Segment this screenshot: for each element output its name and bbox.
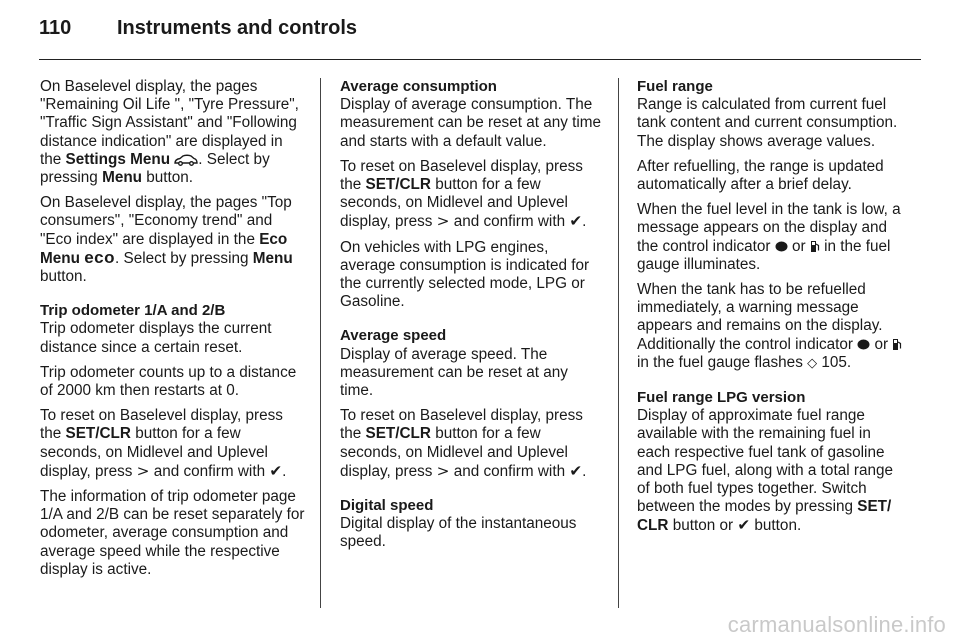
column-3 [637, 78, 905, 543]
column-divider-2 [618, 78, 619, 608]
fuel-indicator-icon [775, 241, 788, 252]
paragraph-fuel-refuel: When the tank has to be refuelled immediately, a warning message appears and remains on the display. Additionally the control indicator or in the fuel gauge flashes ◇ 105. [637, 281, 905, 373]
chevron-right-icon: > [436, 212, 450, 231]
paragraph-avg-cons-1: Display of average consumption. The measurement can be reset at any time and starts with a default value. [340, 96, 602, 150]
fuel-indicator-icon [857, 339, 870, 350]
paragraph-trip-reset: To reset on Baselevel display, press the SET/CLR button for a few seconds, on Midlevel and Uplevel display, press > and confirm with ✔. [40, 407, 287, 480]
eco-menu-label: Eco Menu [40, 230, 288, 267]
page-reference-link[interactable]: 105. [821, 353, 852, 371]
eco-icon: eco [84, 247, 115, 267]
watermark: carmanualsonline.info [727, 612, 946, 637]
paragraph-avg-speed-reset: To reset on Baselevel display, press the SET/CLR button for a few seconds, on Midlevel and Uplevel display, press > and confirm with ✔. [340, 407, 587, 480]
paragraph-eco-menu: On Baselevel display, the pages "Top consumers", "Economy trend" and "Eco index" are displayed in the Eco Menu eco. Select by pressing Menu button. [40, 194, 293, 286]
heading-average-speed: Average speed [340, 327, 447, 345]
chevron-right-icon: > [136, 461, 150, 480]
page-number: 110 [39, 17, 72, 39]
heading-trip-odometer: Trip odometer 1/A and 2/B [40, 302, 226, 320]
paragraph-fuel-range-lpg: Display of approximate fuel range available with the remaining fuel in each respective fuel tank of gasoline and LPG fuel, along with a total range of both fuel types together. Switch between the modes by pressing SET/ CLR button or ✔ button. [637, 407, 893, 535]
paragraph-settings-menu: On Baselevel display, the pages "Remaining Oil Life ", "Tyre Pressure", "Traffic Sign Assistant" and "Following distance indication" are displayed in the Settings Menu . Select by pressing Menu button. [40, 78, 299, 187]
page-title: Instruments and controls [117, 17, 358, 39]
paragraph-trip-3: The information of trip odometer page 1/A and 2/B can be reset separately for odometer, average consumption and average speed while the respective display is active. [40, 488, 305, 578]
paragraph-fuel-range-1: Range is calculated from current fuel tank content and current consumption. The display shows average values. [637, 96, 898, 150]
chevron-right-icon: > [436, 461, 450, 480]
paragraph-avg-cons-reset: To reset on Baselevel display, press the SET/CLR button for a few seconds, on Midlevel and Uplevel display, press > and confirm with ✔. [340, 157, 587, 231]
heading-digital-speed: Digital speed [340, 497, 434, 515]
paragraph-avg-speed-1: Display of average speed. The measurement can be reset at any time. [340, 345, 568, 400]
checkmark-icon: ✔ [269, 461, 283, 480]
column-1 [40, 78, 305, 586]
paragraph-digital-speed: Digital display of the instantaneous speed. [340, 515, 577, 551]
set-clr-label: SET/CLR [365, 176, 431, 194]
set-clr-label: SET/CLR [65, 425, 131, 443]
set-clr-label: SET/ CLR [637, 498, 892, 535]
car-settings-icon [174, 154, 198, 166]
menu-button-label: Menu [102, 169, 143, 187]
menu-button-label: Menu [252, 249, 293, 267]
checkmark-icon: ✔ [569, 461, 583, 480]
paragraph-trip-2: Trip odometer counts up to a distance of 2000 km then restarts at 0. [40, 363, 297, 400]
column-divider-1 [320, 78, 321, 608]
paragraph-fuel-range-2: After refuelling, the range is updated automatically after a brief delay. [637, 157, 884, 194]
checkmark-icon: ✔ [569, 212, 583, 231]
paragraph-trip-1: Trip odometer displays the current distance since a certain reset. [40, 320, 272, 356]
set-clr-label: SET/CLR [365, 425, 431, 443]
page-reference-icon: ◇ [807, 355, 818, 371]
column-2 [340, 78, 605, 559]
paragraph-fuel-low: When the fuel level in the tank is low, a message appears on the display and the control indicator or in the fuel gauge illuminates. [637, 201, 901, 273]
fuel-pump-icon [892, 338, 902, 351]
settings-menu-label: Settings Menu [65, 150, 171, 168]
paragraph-avg-cons-lpg: On vehicles with LPG engines, average consumption is indicated for the currently selected mode, LPG or Gasoline. [340, 238, 590, 311]
checkmark-icon: ✔ [737, 516, 751, 535]
heading-fuel-range-lpg: Fuel range LPG version [637, 389, 806, 407]
fuel-pump-icon [810, 240, 820, 253]
page-header [39, 17, 357, 47]
heading-fuel-range: Fuel range [637, 78, 713, 95]
header-rule [39, 59, 921, 60]
heading-average-consumption: Average consumption [340, 78, 497, 95]
